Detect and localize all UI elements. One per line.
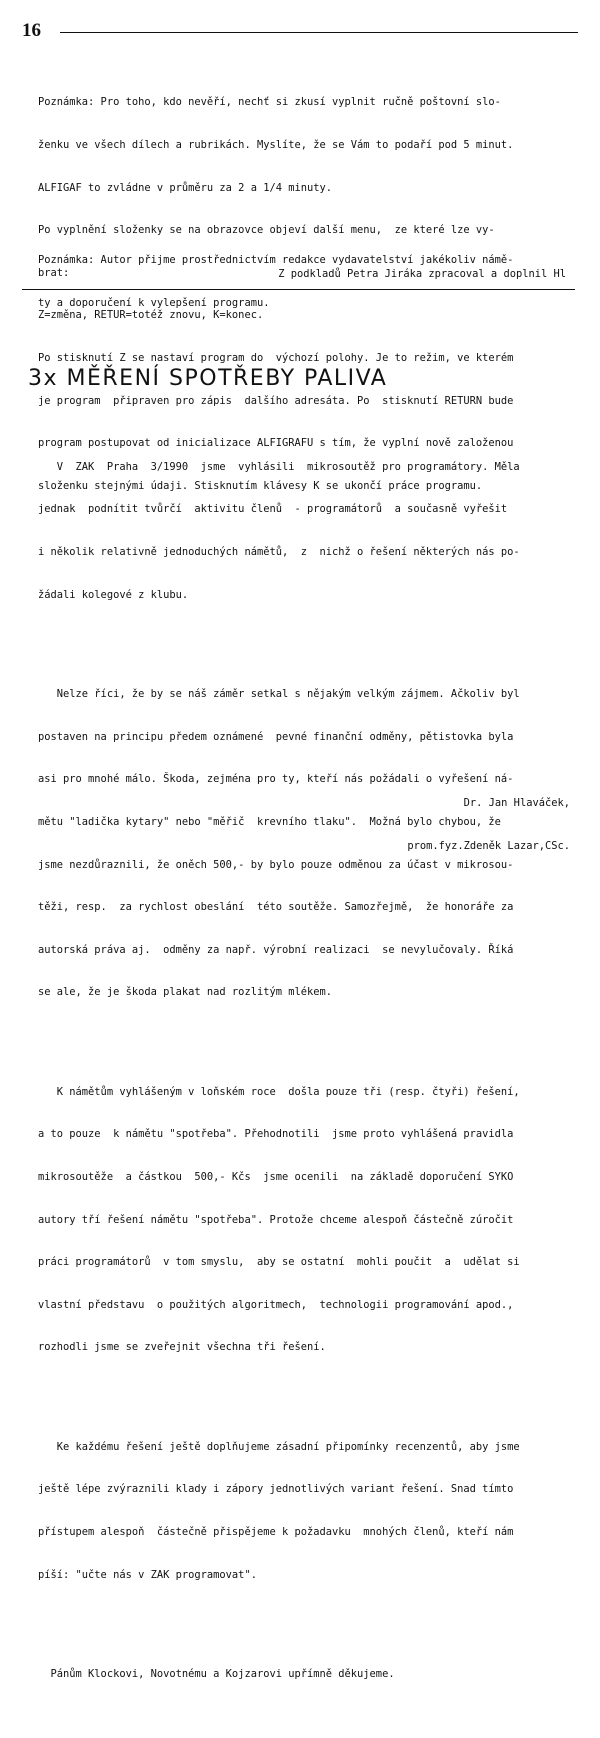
text-line: rozhodli jsme se zveřejnit všechna tři řešení. — [38, 1341, 326, 1354]
text-line: jsme nezdůraznili, že oněch 500,- by bylo pouze odměnou za účast v mikrosou- — [38, 858, 514, 871]
section-rule — [22, 289, 575, 290]
text-line: píší: "učte nás v ZAK programovat". — [38, 1568, 257, 1581]
text-line: i několik relativně jednoduchých námětů, z nichž o řešení některých nás po- — [38, 546, 520, 559]
article-paragraph — [38, 431, 578, 630]
text-line: program postupovat od inicializace ALFIGRAFU s tím, že vyplní nově založenou — [38, 437, 514, 450]
page-number: 16 — [22, 20, 41, 41]
text-line: Poznámka: Autor přijme prostřednictvím redakce vydavatelství jakékoliv námě- — [38, 254, 514, 267]
text-line: Po stisknutí Z se nastaví program do výchozí polohy. Je to režim, ve kterém — [38, 352, 514, 365]
text-line: Z=změna, RETUR=totéž znovu, K=konec. — [38, 309, 264, 322]
text-line: mikrosoutěže a částkou 500,- Kčs jsme ocenili na základě doporučení SYKO — [38, 1170, 514, 1183]
credit-line: Z podkladů Petra Jiráka zpracoval a doplnil Hl — [278, 268, 566, 280]
article-body — [38, 403, 578, 1738]
text-line: asi pro mnohé málo. Škoda, zejména pro ty, kteří nás požádali o vyřešení ná- — [38, 773, 514, 786]
text-line: autorská práva aj. odměny za např. výrobní realizaci se nevylučovaly. Říká — [38, 943, 514, 956]
text-line: je program připraven pro zápis dalšího adresáta. Po stisknutí RETURN bude — [38, 394, 514, 407]
text-line: ještě lépe zvýraznili klady i zápory jednotlivých variant řešení. Snad tímto — [38, 1483, 514, 1496]
text-line: Nelze říci, že by se náš záměr setkal s nějakým velkým zájmem. Ačkoliv byl — [38, 688, 520, 701]
text-line: ty a doporučení k vylepšení programu. — [38, 297, 270, 310]
article-paragraph — [38, 1411, 578, 1610]
text-line: žádali kolegové z klubu. — [38, 588, 189, 601]
text-line: autory tří řešení námětu "spotřeba". Protože chceme alespoň částečně zúročit — [38, 1213, 514, 1226]
text-line: Pánům Klockovi, Novotnému a Kojzarovi upřímně děkujeme. — [38, 1668, 395, 1681]
text-line: V ZAK Praha 3/1990 jsme vyhlásili mikrosoutěž pro programátory. Měla — [38, 460, 520, 473]
article-paragraph — [38, 1639, 578, 1710]
text-line: ženku ve všech dílech a rubrikách. Myslíte, že se Vám to podaří pod 5 minut. — [38, 139, 514, 152]
text-line: a to pouze k námětu "spotřeba". Přehodnotili jsme proto vyhlášená pravidla — [38, 1128, 514, 1141]
text-line: mětu "ladička kytary" nebo "měřič krevního tlaku". Možná bylo chybou, že — [38, 815, 501, 828]
text-line: Poznámka: Pro toho, kdo nevěří, nechť si zkusí vyplnit ručně poštovní slo- — [38, 96, 501, 109]
article-paragraph — [38, 1056, 578, 1383]
text-line: ALFIGAF to zvládne v průměru za 2 a 1/4 minuty. — [38, 181, 333, 194]
text-line: práci programátorů v tom smyslu, aby se ostatní mohli poučit a udělat si — [38, 1256, 520, 1269]
text-line: jednak podnítit tvůrčí aktivitu členů - programátorů a současně vyřešit — [38, 503, 508, 516]
text-line: Po vyplnění složenky se na obrazovce objeví další menu, ze které lze vy- — [38, 224, 495, 237]
header-rule — [60, 32, 578, 33]
signature-block — [407, 768, 570, 882]
text-line: postaven na principu předem oznámené pevné finanční odměny, pětistovka byla — [38, 730, 514, 743]
text-line: brat: — [38, 266, 70, 279]
note-paragraph — [38, 225, 578, 339]
text-line: těži, resp. za rychlost obeslání této soutěže. Samozřejmě, že honoráře za — [38, 901, 514, 914]
signature-line: prom.fyz.Zdeněk Lazar,CSc. — [407, 840, 570, 853]
signature-line: Dr. Jan Hlaváček, — [463, 797, 570, 810]
text-line: se ale, že je škoda plakat nad rozlitým mlékem. — [38, 986, 333, 999]
article-title: 3x MĚŘENÍ SPOTŘEBY PALIVA — [28, 366, 388, 391]
text-line: složenku stejnými údaji. Stisknutím klávesy K se ukončí práce programu. — [38, 479, 483, 492]
text-line: vlastní představu o použitých algoritmech, technologii programování apod., — [38, 1298, 514, 1311]
text-line: K námětům vyhlášeným v loňském roce došla pouze tři (resp. čtyři) řešení, — [38, 1085, 520, 1098]
text-line: přístupem alespoň částečně přispějeme k požadavku mnohých členů, kteří nám — [38, 1526, 514, 1539]
text-line: Ke každému řešení ještě doplňujeme zásadní připomínky recenzentů, aby jsme — [38, 1440, 520, 1453]
